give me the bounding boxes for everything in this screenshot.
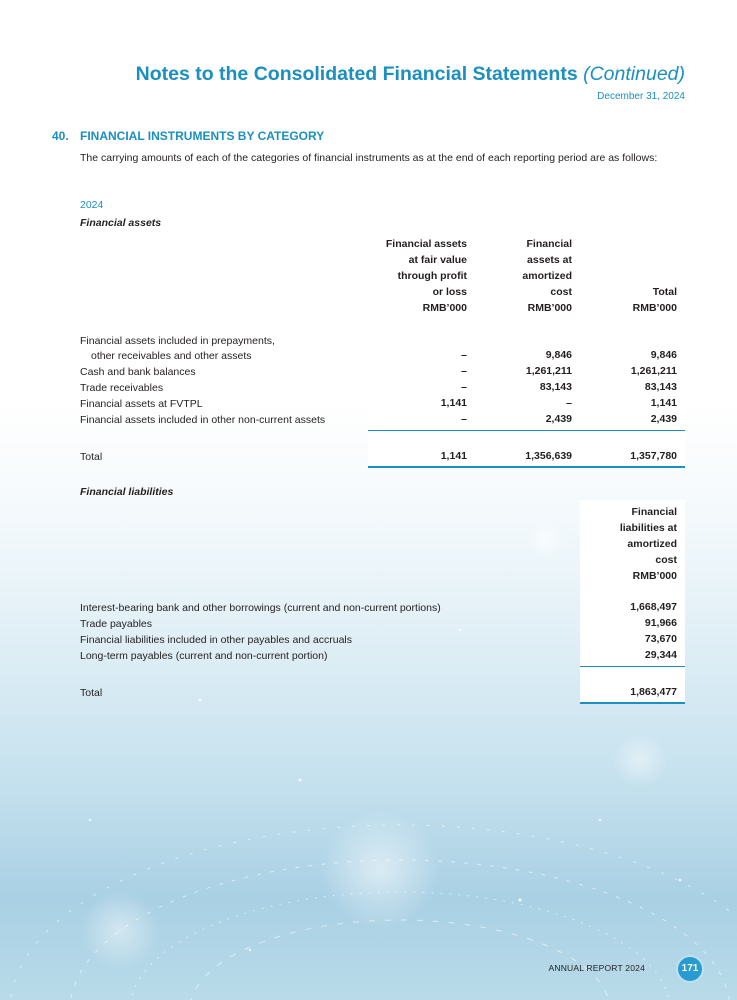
table-row-label: Financial assets included in prepayments,	[80, 335, 275, 347]
table-cell: 1,261,211	[630, 365, 677, 377]
page-title	[136, 63, 685, 86]
page-date: December 31, 2024	[597, 91, 685, 102]
col-header-line: Financial assets	[385, 238, 467, 250]
assets-col-total-header	[590, 284, 677, 316]
footer-report-name: ANNUAL REPORT 2024	[548, 963, 645, 973]
table-cell: –	[461, 365, 467, 377]
table-row-label: Trade payables	[80, 618, 152, 630]
page-title-main: Notes to the Consolidated Financial Statements	[135, 63, 578, 85]
total-cell: 1,141	[440, 450, 467, 462]
table-cell: 73,670	[644, 633, 677, 645]
assets-heading: Financial assets	[80, 217, 162, 229]
table-cell: 9,846	[650, 349, 677, 361]
table-row-label: Long-term payables (current and non-current portion)	[80, 650, 328, 662]
section-intro: The carrying amounts of each of the categories of financial instruments as at the end of each reporting period are as follows:	[80, 152, 658, 164]
col-header-line: Financial	[526, 238, 572, 250]
year-label: 2024	[80, 199, 104, 211]
total-cell: 1,357,780	[630, 450, 677, 462]
table-cell: 1,141	[440, 397, 467, 409]
table-cell: –	[566, 397, 572, 409]
col-header-line: amortized	[522, 270, 572, 282]
col-header-line: amortized	[627, 538, 677, 550]
table-row-label: Financial liabilities included in other payables and accruals	[80, 634, 352, 646]
table-cell: 29,344	[644, 649, 677, 661]
section-heading	[52, 129, 324, 143]
section-title: FINANCIAL INSTRUMENTS BY CATEGORY	[80, 129, 325, 143]
page-number: 171	[678, 957, 702, 981]
col-header-line: assets at	[527, 254, 572, 266]
table-row-label: Financial assets included in other non-current assets	[80, 414, 326, 426]
col-header-line: cost	[655, 554, 677, 566]
table-cell: 83,143	[539, 381, 572, 393]
total-row-label: Total	[80, 451, 103, 463]
section-number: 40.	[52, 129, 69, 143]
table-row-label: Trade receivables	[80, 382, 164, 394]
assets-col-fvtpl-header	[368, 236, 467, 316]
total-rule	[580, 702, 685, 704]
col-header-line: or loss	[432, 286, 467, 298]
table-row-label: Cash and bank balances	[80, 366, 196, 378]
total-row-label: Total	[80, 687, 103, 699]
table-row-label: Interest-bearing bank and other borrowings (current and non-current portions)	[80, 602, 441, 614]
col-header-line: liabilities at	[619, 522, 677, 534]
col-header-line: RMB’000	[422, 302, 467, 314]
col-header-line: at fair value	[408, 254, 467, 266]
col-header-line: RMB’000	[527, 302, 572, 314]
table-cell: –	[461, 413, 467, 425]
col-header-line: through profit	[397, 270, 467, 282]
table-row-label: Financial assets at FVTPL	[80, 398, 203, 410]
table-cell: 91,966	[644, 617, 677, 629]
table-cell: –	[461, 381, 467, 393]
table-cell: –	[461, 349, 467, 361]
subtotal-rule	[368, 430, 685, 431]
total-cell: 1,356,639	[525, 450, 572, 462]
col-header-line: Financial	[631, 506, 677, 518]
table-cell: 2,439	[545, 413, 572, 425]
table-cell: 1,261,211	[525, 365, 572, 377]
liabilities-heading: Financial liabilities	[80, 486, 174, 498]
table-cell: 83,143	[644, 381, 677, 393]
total-cell: 1,863,477	[630, 686, 677, 698]
table-row-label: other receivables and other assets	[91, 350, 252, 362]
subtotal-rule	[580, 666, 685, 667]
col-header-line: RMB’000	[632, 302, 677, 314]
table-cell: 1,668,497	[630, 601, 677, 613]
total-rule	[368, 466, 685, 468]
table-cell: 1,141	[650, 397, 677, 409]
col-header-line: cost	[550, 286, 572, 298]
col-header-line: Total	[652, 286, 677, 298]
assets-col-amortized-header	[480, 236, 572, 316]
col-header-line: RMB’000	[632, 570, 677, 582]
page-title-continued: (Continued)	[583, 63, 685, 85]
table-cell: 9,846	[545, 349, 572, 361]
liabilities-col-header	[580, 504, 677, 584]
table-cell: 2,439	[650, 413, 677, 425]
